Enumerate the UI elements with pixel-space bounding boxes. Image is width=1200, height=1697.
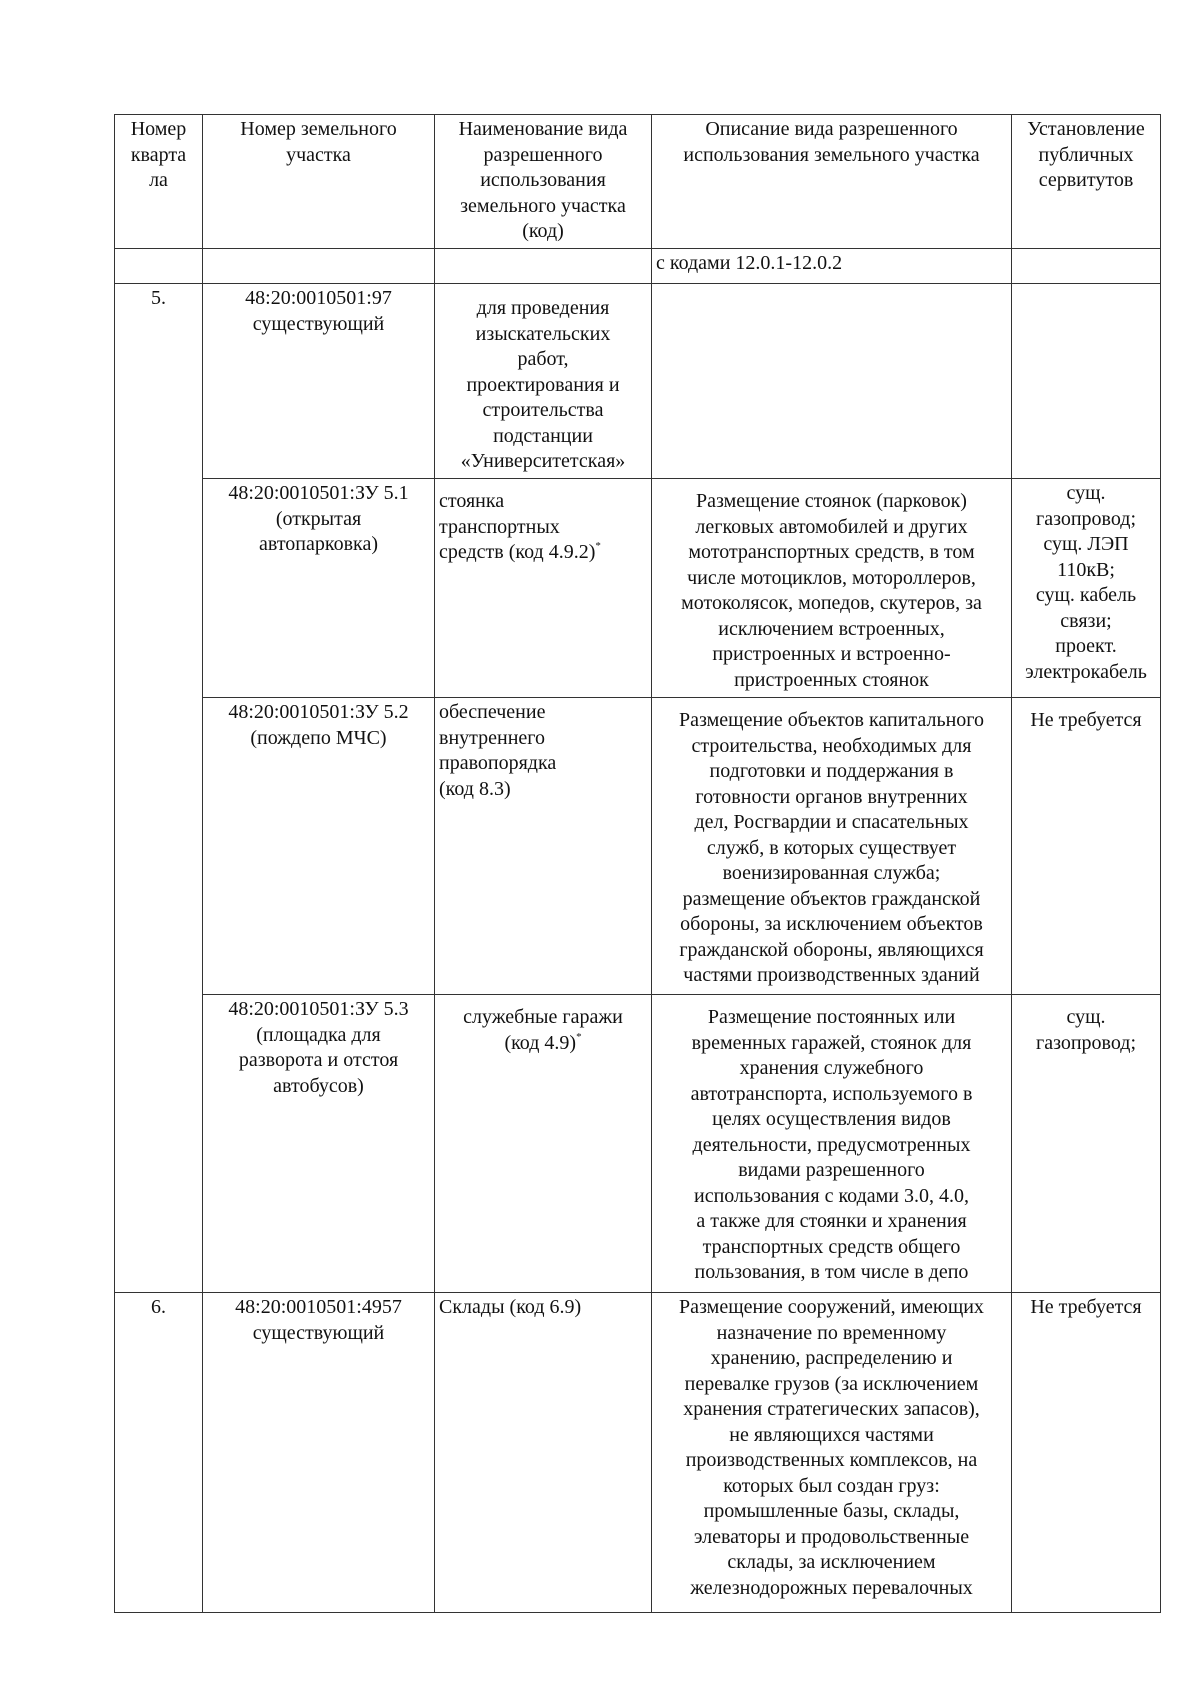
cell-easement xyxy=(1012,284,1161,479)
header-use-type-description: Описание вида разрешенного использования земельного участка xyxy=(652,115,1012,249)
table-row xyxy=(115,479,1161,698)
table-row-continuation xyxy=(115,249,1161,284)
footnote-marker: * xyxy=(576,1030,582,1043)
cell-description xyxy=(652,284,1012,479)
cell-description: Размещение постоянных или временных гаражей, стоянок для хранения служебного автотранспорта, используемого в целях осуществления видов деятельности, предусмотренных видами разрешенного использования с кодами 3.0, 4.0, а также для стоянки и хранения транспортных средств общего пользования, в том числе в депо xyxy=(652,995,1012,1293)
cell-empty xyxy=(115,249,203,284)
table-header-row xyxy=(115,115,1161,249)
cell-description: Размещение стоянок (парковок) легковых автомобилей и других мототранспортных средств, в том числе мотоциклов, мотороллеров, мотоколясок, мопедов, скутеров, за исключением встроенных, пристроенных и встроенно- пристроенных стоянок xyxy=(652,479,1012,698)
header-kvartal-number: Номер кварта ла xyxy=(115,115,203,249)
land-use-table xyxy=(114,114,1161,1613)
cell-use-type: Склады (код 6.9) xyxy=(435,1293,652,1613)
cell-plot-number: 48:20:0010501:97 существующий xyxy=(203,284,435,479)
table-row xyxy=(115,1293,1161,1613)
footnote-marker: * xyxy=(595,540,601,552)
cell-description: Размещение объектов капитального строительства, необходимых для подготовки и поддержания в готовности органов внутренних дел, Росгвардии и спасательных служб, в которых существует военизированная служба; размещение объектов гражданской обороны, за исключением объектов гражданской обороны, являющихся частями производственных зданий xyxy=(652,698,1012,995)
cell-description: с кодами 12.0.1-12.0.2 xyxy=(652,249,1012,284)
cell-use-type: для проведения изыскательских работ, проектирования и строительства подстанции «Университетская» xyxy=(435,284,652,479)
cell-empty xyxy=(1012,249,1161,284)
cell-description: Размещение сооружений, имеющих назначение по временному хранению, распределению и перевалке грузов (за исключением хранения стратегических запасов), не являющихся частями производственных комплексов, на которых был создан груз: промышленные базы, склады, элеваторы и продовольственные склады, за исключением железнодорожных перевалочных xyxy=(652,1293,1012,1613)
table-row xyxy=(115,284,1161,479)
cell-plot-number: 48:20:0010501:ЗУ 5.1 (открытая автопарковка) xyxy=(203,479,435,698)
cell-use-type: служебные гаражи (код 4.9)* xyxy=(435,995,652,1293)
cell-empty xyxy=(435,249,652,284)
cell-plot-number: 48:20:0010501:4957 существующий xyxy=(203,1293,435,1613)
cell-easement: сущ. газопровод; xyxy=(1012,995,1161,1293)
cell-empty xyxy=(203,249,435,284)
cell-kvartal: 6. xyxy=(115,1293,203,1613)
header-use-type-name: Наименование вида разрешенного использования земельного участка (код) xyxy=(435,115,652,249)
cell-easement: Не требуется xyxy=(1012,1293,1161,1613)
table-row xyxy=(115,995,1161,1293)
cell-use-type: обеспечение внутреннего правопорядка (код 8.3) xyxy=(435,698,652,995)
cell-plot-number: 48:20:0010501:ЗУ 5.2 (пождепо МЧС) xyxy=(203,698,435,995)
header-plot-number: Номер земельного участка xyxy=(203,115,435,249)
cell-plot-number: 48:20:0010501:ЗУ 5.3 (площадка для разворота и отстоя автобусов) xyxy=(203,995,435,1293)
cell-kvartal: 5. xyxy=(115,284,203,1293)
header-public-easements: Установление публичных сервитутов xyxy=(1012,115,1161,249)
cell-easement: сущ. газопровод; сущ. ЛЭП 110кВ; сущ. кабель связи; проект. электрокабель xyxy=(1012,479,1161,698)
cell-use-type: стоянка транспортных средств (код 4.9.2)* xyxy=(435,479,652,698)
cell-easement: Не требуется xyxy=(1012,698,1161,995)
table-row xyxy=(115,698,1161,995)
